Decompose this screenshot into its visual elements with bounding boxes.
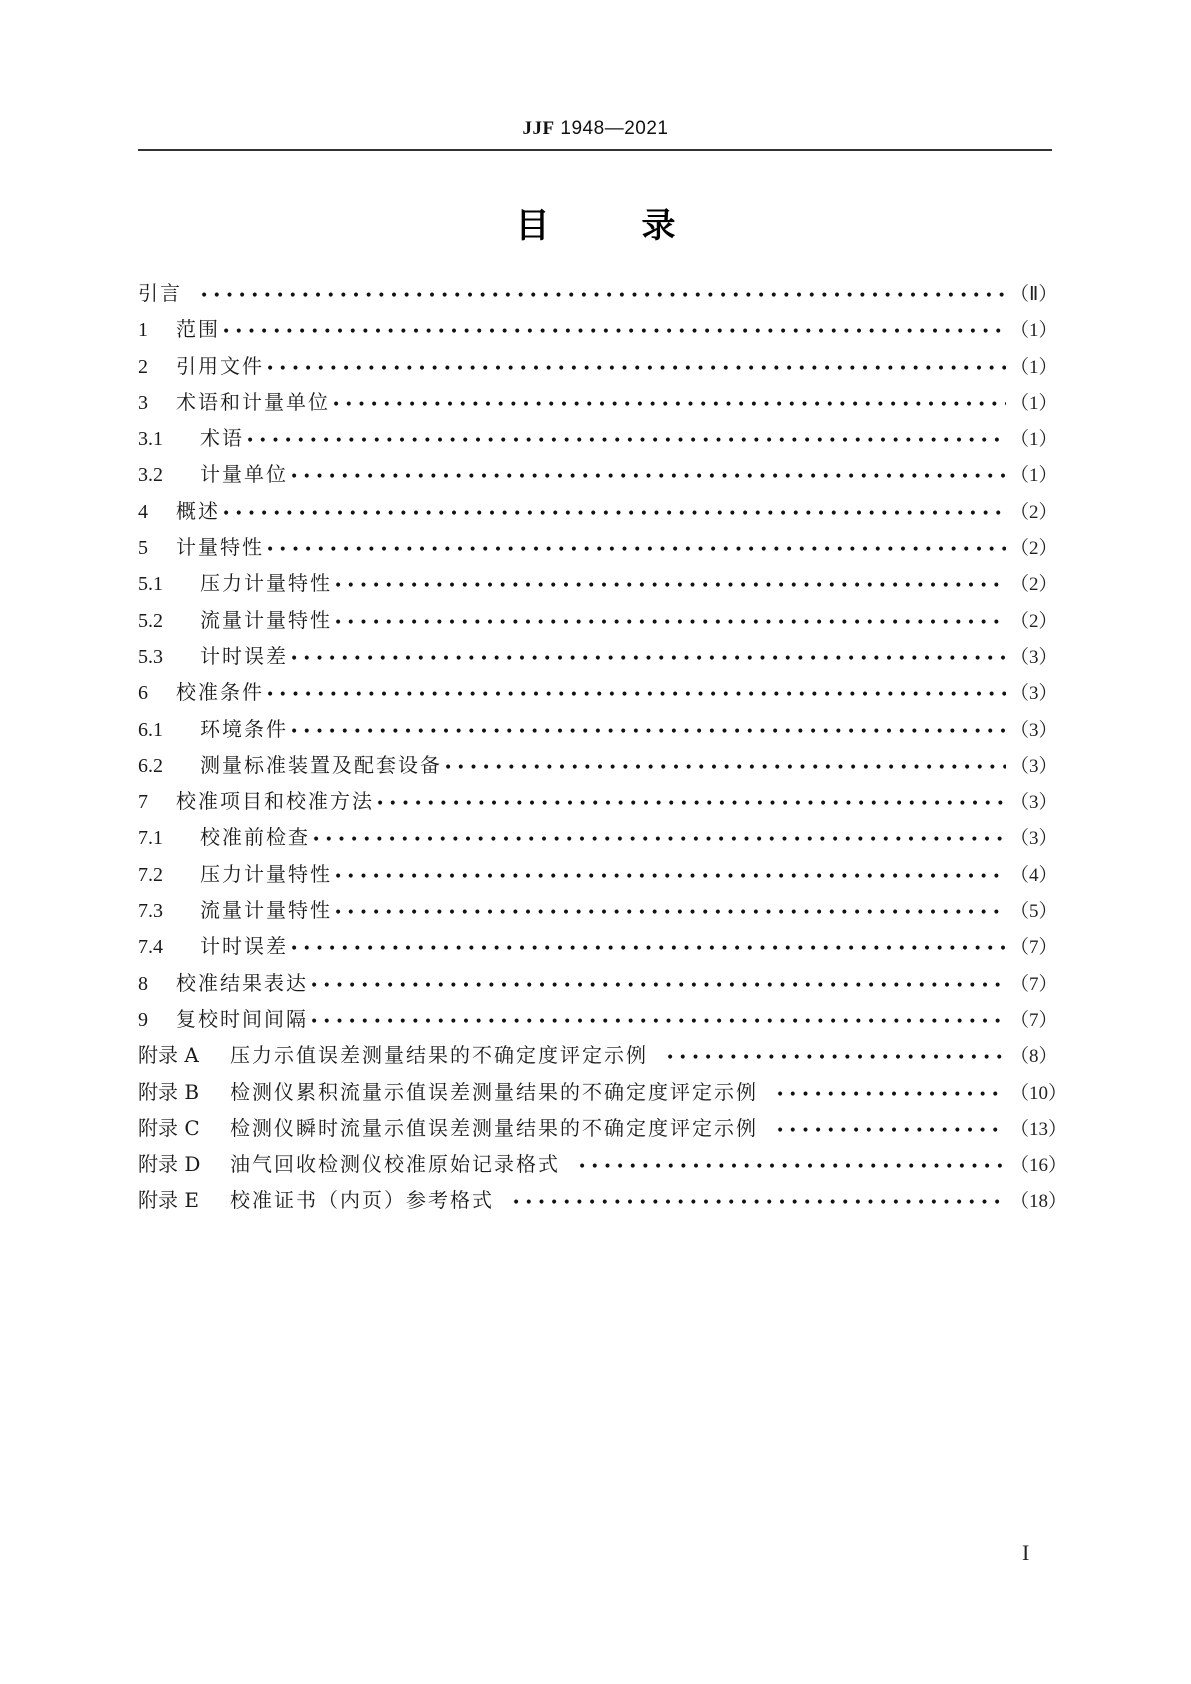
toc-entry-page: （8） <box>1010 1046 1058 1068</box>
page-title-char-1: 目 <box>515 206 550 246</box>
toc-entry-page: （2） <box>1010 538 1058 560</box>
dot-leader <box>578 1153 1006 1181</box>
toc-entry-page: （1） <box>1010 356 1058 378</box>
toc-entry[interactable] <box>138 497 1056 533</box>
toc-entry-number: 附录 D <box>138 1152 201 1177</box>
toc-entry-title: 概述 <box>176 498 220 523</box>
toc-entry-number: 3.1 <box>138 428 163 451</box>
toc-entry[interactable] <box>138 823 1056 859</box>
toc-entry-number: 6 <box>138 682 148 705</box>
toc-entry-title: 范围 <box>176 317 220 342</box>
toc-entry-page: （7） <box>1010 1009 1058 1031</box>
footer-page-number: I <box>1022 1540 1030 1565</box>
page-title <box>0 198 1191 247</box>
dot-leader <box>290 645 1006 673</box>
dot-leader <box>246 427 1006 455</box>
toc-entry-page: （1） <box>1010 429 1058 451</box>
dot-leader <box>334 863 1006 891</box>
toc-entry[interactable] <box>138 460 1056 496</box>
toc-entry-page: （Ⅱ） <box>1010 284 1058 305</box>
toc-entry[interactable] <box>138 751 1056 787</box>
toc-entry-title: 环境条件 <box>200 716 288 741</box>
toc-entry-page: （18） <box>1010 1191 1068 1213</box>
toc-entry-page: （3） <box>1010 792 1058 814</box>
toc-entry[interactable] <box>138 969 1056 1005</box>
toc-entry-appendix[interactable] <box>138 1114 1068 1150</box>
page-title-char-2: 录 <box>641 206 676 246</box>
dot-leader <box>310 972 1006 1000</box>
toc-entry-page: （1） <box>1010 320 1058 342</box>
toc-entry[interactable] <box>138 1005 1056 1041</box>
dot-leader <box>266 681 1006 709</box>
toc-entry[interactable] <box>138 606 1056 642</box>
toc-entry[interactable] <box>138 860 1056 896</box>
toc-entry-number: 附录 A <box>138 1043 199 1068</box>
toc-entry[interactable] <box>138 932 1056 968</box>
dot-leader <box>312 826 1006 854</box>
toc-entry-page: （7） <box>1010 937 1058 959</box>
toc-entry-number: 4 <box>138 500 148 523</box>
toc-entry-title: 测量标准装置及配套设备 <box>200 752 442 777</box>
toc-entry-number: 3.2 <box>138 464 163 487</box>
toc-entry-page: （4） <box>1010 864 1058 886</box>
dot-leader <box>444 754 1006 782</box>
dot-leader <box>332 391 1006 419</box>
toc-entry-page: （3） <box>1010 683 1058 705</box>
toc-entry-title: 引言 <box>138 281 182 305</box>
toc-entry-title: 检测仪瞬时流量示值误差测量结果的不确定度评定示例 <box>230 1115 758 1140</box>
toc-entry-title: 校准条件 <box>176 680 264 705</box>
toc-entry-number: 9 <box>138 1008 148 1031</box>
toc-entry-page: （16） <box>1010 1155 1068 1177</box>
dot-leader <box>334 609 1006 637</box>
toc-entry-title: 油气回收检测仪校准原始记录格式 <box>230 1152 560 1177</box>
toc-entry-title: 校准结果表达 <box>176 970 308 995</box>
dot-leader <box>222 318 1006 346</box>
toc-entry[interactable] <box>138 896 1056 932</box>
toc-entry-appendix[interactable] <box>138 1150 1068 1186</box>
toc-entry-title: 压力计量特性 <box>200 861 332 886</box>
dot-leader <box>776 1117 1006 1145</box>
toc-entry-page: （7） <box>1010 973 1058 995</box>
dot-leader <box>310 1008 1006 1036</box>
toc-entry-title: 复校时间间隔 <box>176 1006 308 1031</box>
toc-entry-title: 校准证书（内页）参考格式 <box>230 1188 494 1213</box>
toc-entry-page: （2） <box>1010 501 1058 523</box>
toc-entry-title: 校准项目和校准方法 <box>176 789 374 814</box>
toc-entry-number: 8 <box>138 972 148 995</box>
toc-entry-title: 术语和计量单位 <box>176 389 330 414</box>
toc-entry[interactable] <box>138 569 1056 605</box>
header-rule <box>138 149 1052 151</box>
toc-entry-title: 计量特性 <box>176 535 264 560</box>
toc-entry-number: 3 <box>138 391 148 414</box>
toc-entry-page: （10） <box>1010 1082 1068 1104</box>
toc-entry-appendix[interactable] <box>138 1078 1068 1114</box>
toc-entry[interactable] <box>138 787 1056 823</box>
toc-entry-title: 校准前检查 <box>200 825 310 850</box>
dot-leader <box>376 790 1006 818</box>
toc-entry[interactable] <box>138 715 1056 751</box>
toc-entry-page: （3） <box>1010 646 1058 668</box>
toc-entry-number: 2 <box>138 355 148 378</box>
toc-entry-page: （5） <box>1010 901 1058 923</box>
toc-entry-number: 7.3 <box>138 900 163 923</box>
toc-entry-title: 计时误差 <box>200 643 288 668</box>
toc-entry-foreword[interactable] <box>138 279 1056 315</box>
toc-entry-number: 1 <box>138 319 148 342</box>
toc-entry-number: 附录 B <box>138 1079 200 1104</box>
standard-header <box>0 118 1191 140</box>
toc-entry-title: 术语 <box>200 426 244 451</box>
dot-leader <box>290 935 1006 963</box>
toc-entry-number: 7.4 <box>138 936 163 959</box>
toc-entry-number: 6.2 <box>138 754 163 777</box>
toc-entry-number: 7.1 <box>138 827 163 850</box>
toc-entry-title: 流量计量特性 <box>200 607 332 632</box>
dot-leader <box>290 718 1006 746</box>
toc-entry[interactable] <box>138 424 1056 460</box>
toc-entry[interactable] <box>138 642 1056 678</box>
dot-leader <box>512 1189 1006 1217</box>
toc-entry[interactable] <box>138 352 1056 388</box>
toc-entry[interactable] <box>138 315 1056 351</box>
dot-leader <box>200 282 1006 310</box>
toc-entry-title: 检测仪累积流量示值误差测量结果的不确定度评定示例 <box>230 1079 758 1104</box>
toc-entry-title: 计时误差 <box>200 934 288 959</box>
toc-entry-number: 5.3 <box>138 645 163 668</box>
toc-entry-number: 附录 C <box>138 1115 200 1140</box>
toc-entry-page: （1） <box>1010 392 1058 414</box>
dot-leader <box>776 1081 1006 1109</box>
dot-leader <box>666 1044 1006 1072</box>
dot-leader <box>222 500 1006 528</box>
standard-number: 1948—2021 <box>560 118 669 139</box>
toc-entry-number: 5 <box>138 537 148 560</box>
toc-entry-title: 引用文件 <box>176 353 264 378</box>
toc-entry-number: 5.1 <box>138 573 163 596</box>
toc-entry-title: 计量单位 <box>200 462 288 487</box>
dot-leader <box>334 899 1006 927</box>
toc-entry-page: （3） <box>1010 719 1058 741</box>
toc-entry-appendix[interactable] <box>138 1186 1068 1222</box>
standard-prefix: JJF <box>522 118 555 139</box>
toc-entry-number: 7.2 <box>138 863 163 886</box>
toc-entry[interactable] <box>138 533 1056 569</box>
toc-entry-page: （2） <box>1010 610 1058 632</box>
toc-entry-page: （2） <box>1010 574 1058 596</box>
toc-entry-page: （1） <box>1010 465 1058 487</box>
dot-leader <box>266 355 1006 383</box>
toc-entry-number: 6.1 <box>138 718 163 741</box>
toc-entry[interactable] <box>138 678 1056 714</box>
table-of-contents <box>138 279 1068 1223</box>
toc-entry-appendix[interactable] <box>138 1041 1056 1077</box>
toc-entry-title: 流量计量特性 <box>200 898 332 923</box>
toc-entry-page: （13） <box>1010 1118 1068 1140</box>
toc-entry-number: 5.2 <box>138 609 163 632</box>
toc-entry-title: 压力示值误差测量结果的不确定度评定示例 <box>230 1043 648 1068</box>
toc-entry[interactable] <box>138 388 1056 424</box>
toc-entry-title: 压力计量特性 <box>200 571 332 596</box>
toc-entry-number: 7 <box>138 791 148 814</box>
dot-leader <box>334 572 1006 600</box>
toc-entry-page: （3） <box>1010 755 1058 777</box>
dot-leader <box>266 536 1006 564</box>
toc-entry-number: 附录 E <box>138 1188 199 1213</box>
toc-entry-page: （3） <box>1010 828 1058 850</box>
dot-leader <box>290 463 1006 491</box>
